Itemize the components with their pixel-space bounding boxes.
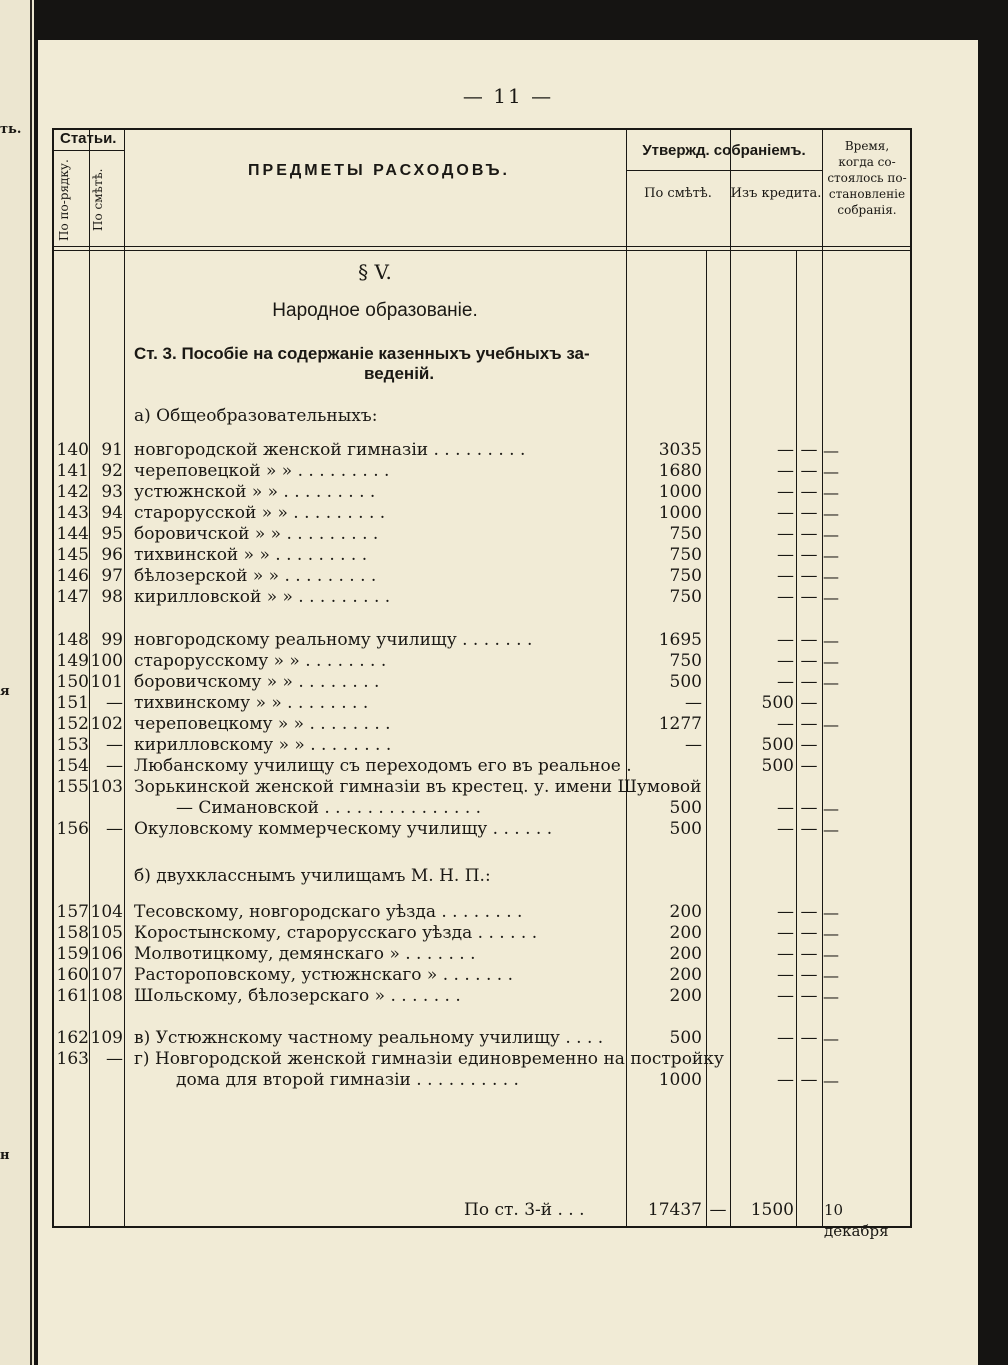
row-col4: — <box>823 462 839 481</box>
row-credit: — <box>777 482 794 502</box>
row-description: тихвинскому » » . . . . . . . . <box>134 693 369 713</box>
row-amount: — <box>685 735 702 755</box>
row-estimate-number: 108 <box>90 986 123 1006</box>
table-row <box>54 503 910 524</box>
row-order-number: 147 <box>56 587 89 607</box>
row-description: г) Новгородской женской гимназіи единовременно на постройку <box>134 1049 724 1069</box>
header-articles: Статьи. <box>60 130 117 147</box>
table-row <box>54 756 910 777</box>
row-col4: — <box>823 441 839 460</box>
row-description: Тесовскому, новгородскаго уѣзда . . . . . . . . <box>134 902 523 922</box>
row-order-number: 156 <box>56 819 89 839</box>
row-description: новгородской женской гимназіи . . . . . . . . . <box>134 440 526 460</box>
total-date: 10 декабря <box>824 1201 889 1240</box>
row-credit: — <box>777 503 794 523</box>
total-credit: 1500 <box>750 1200 794 1220</box>
row-order-number: 159 <box>56 944 89 964</box>
section-title: Народное образованіе. <box>272 300 478 321</box>
row-order-number: 141 <box>56 461 89 481</box>
row-description: Зорькинской женской гимназіи въ крестец. у. имени Шумовой <box>134 777 702 797</box>
table-row <box>54 482 910 503</box>
row-amount: 200 <box>669 965 702 985</box>
header-by-estimate: По смѣтѣ. <box>644 186 712 201</box>
total-amount: 17437 <box>647 1200 702 1220</box>
row-estimate-number: — <box>106 819 123 839</box>
table-row <box>54 735 910 756</box>
row-credit: — <box>777 1070 794 1090</box>
subsection-a: а) Общеобразовательныхъ: <box>134 406 378 426</box>
row-col4: — <box>823 567 839 586</box>
row-order-number: 140 <box>56 440 89 460</box>
row-estimate-number: 109 <box>90 1028 123 1048</box>
header-approved: Утвержд. собраніемъ. <box>642 142 806 159</box>
total-dash: — <box>709 1200 727 1220</box>
header-rule <box>54 150 124 151</box>
row-credit: — <box>777 819 794 839</box>
row-credit: — <box>777 545 794 565</box>
row-col3: — <box>800 944 818 964</box>
left-page-fragment: я <box>0 684 10 699</box>
row-col3: — <box>800 798 818 818</box>
table-row <box>54 986 910 1007</box>
row-amount: 750 <box>669 651 702 671</box>
table-row <box>54 965 910 986</box>
row-description: в) Устюжнскому частному реальному училищу . . . . <box>134 1028 604 1048</box>
table-row <box>54 798 910 819</box>
row-estimate-number: 105 <box>90 923 123 943</box>
row-col4: — <box>823 483 839 502</box>
row-order-number: 143 <box>56 503 89 523</box>
row-col3: — <box>800 965 818 985</box>
row-order-number: 144 <box>56 524 89 544</box>
row-col3: — <box>800 545 818 565</box>
row-col4: — <box>823 903 839 922</box>
row-description: череповецкой » » . . . . . . . . . <box>134 461 390 481</box>
row-amount: 500 <box>669 672 702 692</box>
row-col4: — <box>823 715 839 734</box>
row-order-number: 152 <box>56 714 89 734</box>
row-estimate-number: — <box>106 1049 123 1069</box>
row-estimate-number: 93 <box>101 482 123 502</box>
row-amount: 1000 <box>658 482 702 502</box>
row-credit: — <box>777 902 794 922</box>
row-amount: 200 <box>669 986 702 1006</box>
row-description: кирилловской » » . . . . . . . . . <box>134 587 391 607</box>
page-number: — 11 — <box>462 84 554 108</box>
row-description: старорусской » » . . . . . . . . . <box>134 503 386 523</box>
table-row <box>54 566 910 587</box>
row-amount: 750 <box>669 545 702 565</box>
row-col3: — <box>800 440 818 460</box>
row-col4: — <box>823 924 839 943</box>
row-amount: 200 <box>669 902 702 922</box>
row-col3: — <box>800 923 818 943</box>
row-credit: 500 <box>761 693 794 713</box>
row-col3: — <box>800 1028 818 1048</box>
row-col3: — <box>800 461 818 481</box>
row-col3: — <box>800 672 818 692</box>
row-estimate-number: — <box>106 693 123 713</box>
row-description: Шольскому, бѣлозерскаго » . . . . . . . <box>134 986 461 1006</box>
row-order-number: 163 <box>56 1049 89 1069</box>
row-col3: — <box>800 902 818 922</box>
row-amount: 200 <box>669 923 702 943</box>
section-number: § V. <box>358 260 392 284</box>
row-col4: — <box>823 525 839 544</box>
row-credit: — <box>777 587 794 607</box>
row-col4: — <box>823 652 839 671</box>
row-credit: — <box>777 651 794 671</box>
row-description: бѣлозерской » » . . . . . . . . . <box>134 566 377 586</box>
row-order-number: 151 <box>56 693 89 713</box>
row-credit: — <box>777 440 794 460</box>
row-description: боровичской » » . . . . . . . . . <box>134 524 379 544</box>
row-estimate-number: 101 <box>90 672 123 692</box>
row-order-number: 142 <box>56 482 89 502</box>
row-amount: 1680 <box>658 461 702 481</box>
page-gutter-line <box>30 0 32 1365</box>
row-col3: — <box>800 819 818 839</box>
row-estimate-number: 107 <box>90 965 123 985</box>
row-order-number: 153 <box>56 735 89 755</box>
row-amount: 500 <box>669 819 702 839</box>
row-description: старорусскому » » . . . . . . . . <box>134 651 387 671</box>
row-col3: — <box>800 693 818 713</box>
row-credit: — <box>777 986 794 1006</box>
table-row <box>54 440 910 461</box>
row-order-number: 155 <box>56 777 89 797</box>
row-credit: — <box>777 798 794 818</box>
row-col4: — <box>823 673 839 692</box>
row-estimate-number: 95 <box>101 524 123 544</box>
row-description: устюжнской » » . . . . . . . . . <box>134 482 376 502</box>
table-row <box>54 944 910 965</box>
table-row <box>54 1070 910 1091</box>
row-col3: — <box>800 735 818 755</box>
header-subjects: ПРЕДМЕТЫ РАСХОДОВЪ. <box>248 162 510 179</box>
row-estimate-number: 99 <box>101 630 123 650</box>
header-time: Время, когда со-стоялось по-становленіе собранія. <box>827 139 907 217</box>
row-order-number: 146 <box>56 566 89 586</box>
row-order-number: 148 <box>56 630 89 650</box>
article-heading-cont: веденій. <box>364 364 435 383</box>
row-estimate-number: 102 <box>90 714 123 734</box>
row-description: новгородскому реальному училищу . . . . . . . <box>134 630 533 650</box>
row-order-number: 158 <box>56 923 89 943</box>
row-order-number: 162 <box>56 1028 89 1048</box>
row-credit: — <box>777 944 794 964</box>
table-row <box>54 714 910 735</box>
row-description: Коростынскому, старорусскаго уѣзда . . . . . . <box>134 923 538 943</box>
row-credit: — <box>777 461 794 481</box>
row-col3: — <box>800 587 818 607</box>
row-col4: — <box>823 1071 839 1090</box>
row-col4: — <box>823 631 839 650</box>
row-estimate-number: 104 <box>90 902 123 922</box>
row-amount: 500 <box>669 798 702 818</box>
row-order-number: 160 <box>56 965 89 985</box>
row-amount: 750 <box>669 587 702 607</box>
row-col3: — <box>800 651 818 671</box>
row-description: — Симановской . . . . . . . . . . . . . . . <box>176 798 482 818</box>
row-col4: — <box>823 820 839 839</box>
row-col3: — <box>800 756 818 776</box>
row-amount: 1695 <box>658 630 702 650</box>
row-amount: 500 <box>669 1028 702 1048</box>
row-estimate-number: 91 <box>101 440 123 460</box>
row-order-number: 150 <box>56 672 89 692</box>
row-col3: — <box>800 714 818 734</box>
row-estimate-number: — <box>106 735 123 755</box>
row-amount: — <box>685 693 702 713</box>
row-estimate-number: 106 <box>90 944 123 964</box>
row-description: череповецкому » » . . . . . . . . <box>134 714 391 734</box>
row-order-number: 154 <box>56 756 89 776</box>
row-amount: 750 <box>669 566 702 586</box>
row-col3: — <box>800 630 818 650</box>
row-credit: — <box>777 714 794 734</box>
row-estimate-number: 98 <box>101 587 123 607</box>
row-estimate-number: 100 <box>90 651 123 671</box>
row-amount: 1000 <box>658 503 702 523</box>
table-row <box>54 651 910 672</box>
header-rule <box>54 246 910 247</box>
row-estimate-number: 97 <box>101 566 123 586</box>
row-estimate-number: 94 <box>101 503 123 523</box>
row-credit: — <box>777 630 794 650</box>
row-col4: — <box>823 546 839 565</box>
total-row <box>54 1200 910 1240</box>
left-page-fragment: ть. <box>0 122 22 137</box>
table-row <box>54 587 910 608</box>
table-row <box>54 693 910 714</box>
row-amount: 1277 <box>658 714 702 734</box>
table-row <box>54 923 910 944</box>
table-row <box>54 672 910 693</box>
row-order-number: 145 <box>56 545 89 565</box>
table-row <box>54 902 910 923</box>
row-col4: — <box>823 987 839 1006</box>
row-credit: 500 <box>761 735 794 755</box>
row-amount: 3035 <box>658 440 702 460</box>
table-row <box>54 545 910 566</box>
table-row <box>54 777 910 798</box>
row-col4: — <box>823 588 839 607</box>
table-row <box>54 524 910 545</box>
row-order-number: 149 <box>56 651 89 671</box>
row-col4: — <box>823 945 839 964</box>
header-from-credit: Изъ кредита. <box>730 186 822 201</box>
row-credit: — <box>777 566 794 586</box>
table-row <box>54 461 910 482</box>
row-col4: — <box>823 504 839 523</box>
row-order-number: 161 <box>56 986 89 1006</box>
row-credit: — <box>777 672 794 692</box>
row-col3: — <box>800 524 818 544</box>
table-row <box>54 819 910 840</box>
header-estimate: По смѣтѣ. <box>91 168 105 232</box>
subsection-b: б) двухкласснымъ училищамъ М. Н. П.: <box>134 866 491 886</box>
header-rule <box>626 170 822 171</box>
document-page <box>38 40 978 1365</box>
expense-table <box>52 128 912 1240</box>
row-col4: — <box>823 966 839 985</box>
table-row <box>54 1028 910 1049</box>
row-col4: — <box>823 1029 839 1048</box>
row-description: Любанскому училищу съ переходомъ его въ реальное . <box>134 756 632 776</box>
row-description: дома для второй гимназіи . . . . . . . . . . <box>176 1070 519 1090</box>
table-row <box>54 1049 910 1070</box>
adjacent-page-edge <box>0 0 34 1365</box>
row-credit: — <box>777 923 794 943</box>
row-order-number: 157 <box>56 902 89 922</box>
row-credit: — <box>777 524 794 544</box>
header-rule <box>54 250 910 251</box>
table-row <box>54 630 910 651</box>
article-heading: Ст. 3. Пособіе на содержаніе казенныхъ учебныхъ за- <box>134 344 590 363</box>
row-amount: 750 <box>669 524 702 544</box>
row-col4: — <box>823 799 839 818</box>
row-col3: — <box>800 986 818 1006</box>
row-amount: 1000 <box>658 1070 702 1090</box>
row-description: тихвинской » » . . . . . . . . . <box>134 545 368 565</box>
row-estimate-number: 103 <box>90 777 123 797</box>
row-description: Окуловскому коммерческому училищу . . . . . . <box>134 819 553 839</box>
row-col3: — <box>800 482 818 502</box>
row-col3: — <box>800 1070 818 1090</box>
row-description: Растороповскому, устюжнскаго » . . . . . . . <box>134 965 513 985</box>
row-credit: — <box>777 1028 794 1048</box>
row-amount: 200 <box>669 944 702 964</box>
row-description: кирилловскому » » . . . . . . . . <box>134 735 392 755</box>
row-estimate-number: 92 <box>101 461 123 481</box>
row-col3: — <box>800 503 818 523</box>
total-label: По ст. 3-й . . . <box>464 1200 585 1220</box>
row-credit: — <box>777 965 794 985</box>
row-estimate-number: 96 <box>101 545 123 565</box>
row-col3: — <box>800 566 818 586</box>
row-description: Молвотицкому, демянскаго » . . . . . . . <box>134 944 476 964</box>
left-page-fragment: н <box>0 1148 10 1163</box>
header-order: По по-рядку. <box>57 159 71 241</box>
row-credit: 500 <box>761 756 794 776</box>
row-description: боровичскому » » . . . . . . . . <box>134 672 380 692</box>
row-estimate-number: — <box>106 756 123 776</box>
